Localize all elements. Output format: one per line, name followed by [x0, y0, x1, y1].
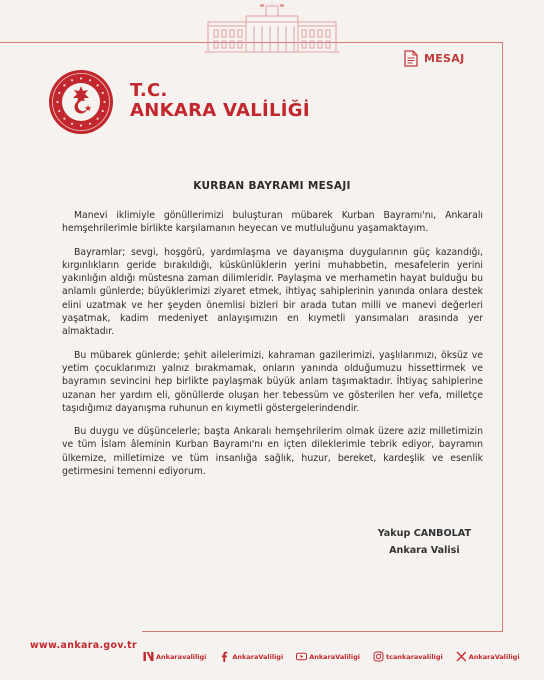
- frame-bottom-line: [142, 631, 503, 632]
- seal-dot: [58, 110, 60, 112]
- seal-dot: [80, 77, 82, 79]
- message-body: [62, 209, 483, 488]
- social-link-instagram[interactable]: [373, 651, 443, 662]
- mesaj-label: MESAJ: [424, 52, 465, 65]
- seal-dot: [97, 118, 99, 120]
- seal-dot: [58, 92, 60, 94]
- document-title: KURBAN BAYRAMI MESAJI: [193, 180, 351, 192]
- social-link-nsosyal[interactable]: [143, 651, 206, 662]
- seal-dot: [89, 79, 91, 81]
- youtube-icon: [296, 651, 307, 662]
- seal-dot: [71, 123, 73, 125]
- frame-right-line: [502, 42, 503, 632]
- mesaj-badge: [404, 50, 465, 67]
- org-name-label: ANKARA VALİLİĞİ: [130, 100, 310, 121]
- document-icon: [404, 50, 418, 67]
- seal-dot: [89, 123, 91, 125]
- x-icon: [456, 651, 467, 662]
- social-label: AnkaraValiligi: [309, 652, 361, 661]
- seal-dot: [80, 124, 82, 126]
- paragraph: Bayramlar; sevgi, hoşgörü, yardımlaşma ve dayanışma duygularının güç kazandığı, kırgınlıkların geride bırakıldığı, küskünlüklerin yerini muhabbetin, mesafelerin yerini yakınlığın aldığı müstesna zaman dilimleridir. Paylaşma ve merhametin hayat bulduğu bu anlamlı günlerde; büyüklerimizi ziyaret etmek, ihtiyaç sahiplerinin yanında onlara destek elini uzatmak ve her şeyden önemlisi bizleri bir arada tutan milli ve manevi değerleri yaşatmak, kadim medeniyet anlayışımızın en kıymetli yansımaları arasında yer almaktadır.: [62, 246, 483, 338]
- seal-dot: [97, 84, 99, 86]
- social-link-x[interactable]: [456, 651, 520, 662]
- governorship-seal-logo: [48, 69, 114, 135]
- instagram-icon: [373, 651, 384, 662]
- social-label: AnkaraValiligi: [468, 652, 520, 661]
- signature-title: Ankara Valisi: [389, 545, 460, 556]
- signature-block: [378, 525, 471, 559]
- seal-dot: [102, 92, 104, 94]
- paragraph: Bu mübarek günlerde; şehit ailelerimizi, kahraman gazilerimizi, yaşlılarımızı, öksüz ve yetim çocuklarımızı yalnız bırakmamak, onların yanında olduğumuzu hissettirmek ve bayramın sevincini hep birlikte paylaşmak büyük anlam taşımaktadır. İhtiyaç sahiplerine uzanan her yardım eli, gönüllerde oluşan her tebessüm ve gösterilen her vefa, milletçe taşıdığımız dayanışma ruhunun en kıymetli göstergelerindendir.: [62, 349, 483, 414]
- paragraph: Bu duygu ve düşüncelerle; başta Ankaralı hemşehrilerim olmak üzere aziz milletimizin ve tüm İslam âleminin Kurban Bayramı'nı en içten dileklerimle tebrik ediyor, bayramın ülkemize, milletimize ve tüm insanlığa sağlık, huzur, bereket, kardeşlik ve esenlik getirmesini temenni ediyorum.: [62, 426, 483, 478]
- social-label: AnkaraValiligi: [232, 652, 284, 661]
- social-label: tcankaravaliligi: [386, 652, 443, 661]
- signature-name: Yakup CANBOLAT: [377, 528, 471, 539]
- social-link-youtube[interactable]: [296, 651, 360, 662]
- social-link-facebook[interactable]: [219, 651, 283, 662]
- seal-dot: [56, 101, 58, 103]
- seal-dot: [102, 110, 104, 112]
- social-label: Ankaravaliligi: [156, 652, 207, 661]
- seal-dot: [103, 101, 105, 103]
- website-link[interactable]: www.ankara.gov.tr: [30, 640, 137, 651]
- seal-dot: [63, 118, 65, 120]
- paragraph: Manevi iklimiyle gönüllerimizi buluşturan mübarek Kurban Bayramı'nı, Ankaralı hemşehrilerimle birlikte karşılamanın heyecan ve mutluluğunu yaşamaktayım.: [62, 210, 483, 235]
- facebook-icon: [219, 651, 230, 662]
- government-building-icon: [200, 4, 344, 54]
- org-tc-label: T.C.: [130, 80, 168, 101]
- social-links: [143, 651, 533, 662]
- seal-dot: [71, 79, 73, 81]
- nsosyal-icon: [143, 651, 154, 662]
- seal-dot: [63, 84, 65, 86]
